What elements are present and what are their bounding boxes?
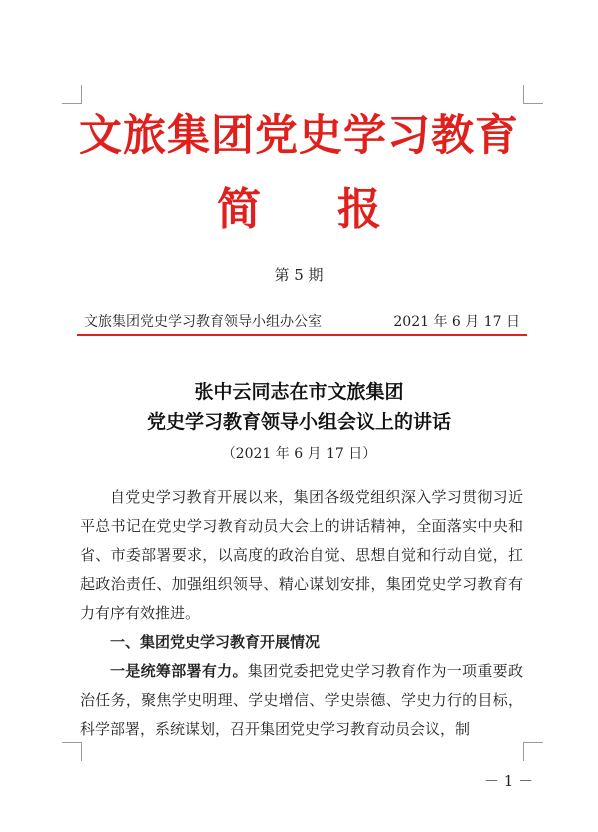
body-paragraph: 自党史学习教育开展以来，集团各级党组织深入学习贯彻习近平总书记在党史学习教育动员大会上的讲话精神，全面落实中央和省、市委部署要求，以高度的政治自觉、思想自觉和行动自觉，扛起政治责任、加强组织领导、精心谋划安排，集团党史学习教育有力有序有效推进。: [80, 488, 523, 622]
speech-title-line: 张中云同志在市文旅集团: [194, 381, 404, 403]
speech-date: （2021 年 6 月 17 日）: [221, 446, 377, 462]
page-number: － 1 －: [484, 772, 534, 790]
speech-title: [0, 377, 598, 437]
subtitle-char: 报: [337, 184, 381, 235]
subtitle-char: 简: [217, 184, 261, 235]
issuer-line: [84, 311, 520, 331]
red-divider: [77, 334, 527, 336]
body-paragraph: [80, 657, 523, 744]
section-heading: 一、集团党史学习教育开展情况: [110, 633, 321, 651]
speech-title-line: 党史学习教育领导小组会议上的讲话: [146, 411, 451, 433]
paragraph-lead: 一是统筹部署有力。: [110, 662, 248, 680]
paragraph-text: 集团党委把党史学习教育作为一项重要政治任务，聚焦学史明理、学史增信、学史崇德、学史力行的目标，科学部署，系统谋划，召开集团党史学习教育动员会议，制: [80, 662, 523, 738]
article-body: [80, 483, 523, 744]
issuing-office: 文旅集团党史学习教育领导小组办公室: [84, 314, 322, 330]
bulletin-title: 文旅集团党史学习教育: [79, 111, 519, 161]
bulletin-subtitle: [0, 182, 598, 238]
issue-number: 第 5 期: [274, 266, 324, 284]
issue-date: 2021 年 6 月 17 日: [393, 314, 520, 330]
